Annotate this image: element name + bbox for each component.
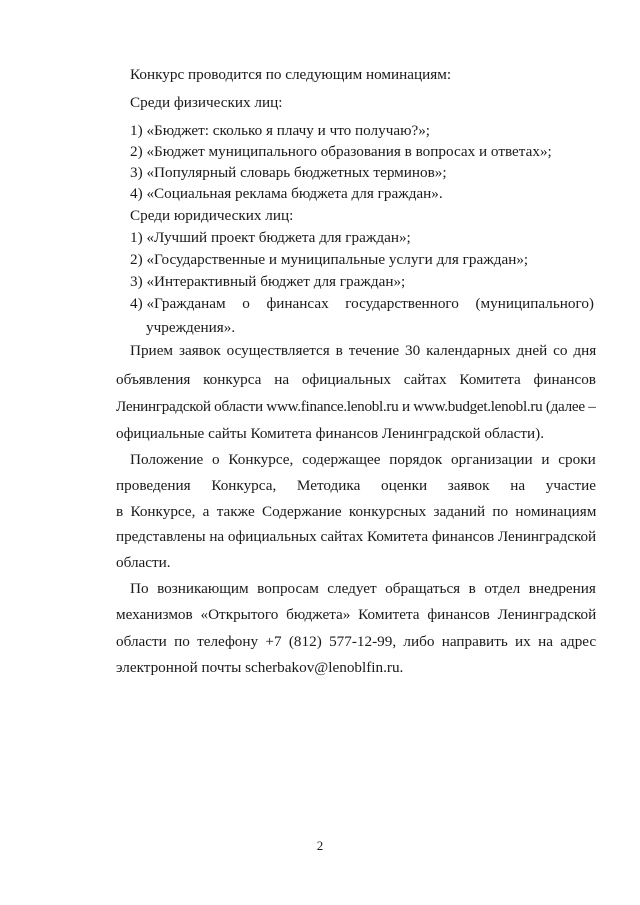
paragraph1-line1: Прием заявок осуществляется в течение 30 календарных дней со дня [130,342,597,359]
legal-item-1: 1) «Лучший проект бюджета для граждан»; [130,229,411,246]
paragraph1-word: Комитета [459,371,521,388]
paragraph3-line1: По возникающим вопросам следует обращаться в отдел внедрения [130,580,596,597]
page-number: 2 [316,838,324,853]
legal-item-4-word: 4) «Гражданам [130,295,226,312]
legal-item-4-word: государственного [345,295,459,312]
paragraph2-word: заявок [447,477,490,494]
paragraph2-word: проведения [116,477,191,494]
legal-item-4-word: финансах [266,295,329,312]
paragraph3-line3: области по телефону +7 (812) 577-12-99, либо направить их на адрес [116,633,597,650]
legal-heading: Среди юридических лиц: [130,207,294,224]
paragraph1-line2 [116,371,596,389]
individuals-item-3: 3) «Популярный словарь бюджетных терминов»; [130,164,447,181]
paragraph1-word: объявления [116,371,191,388]
paragraph2-line5: области. [116,554,171,571]
paragraph2-word: на [510,477,526,494]
paragraph2-line2 [116,477,596,495]
paragraph2-line4: представлены на официальных сайтах Комитета финансов Ленинградской [116,528,597,545]
paragraph2-line3: в Конкурсе, а также Содержание конкурсных заданий по номинациям [116,503,597,520]
paragraph2-word: оценки [380,477,428,494]
intro-text: Конкурс проводится по следующим номинациям: [130,66,452,83]
individuals-heading: Среди физических лиц: [130,94,283,111]
paragraph2-line1: Положение о Конкурсе, содержащее порядок организации и сроки [130,451,596,468]
legal-item-4-word: (муниципального) [475,295,594,312]
paragraph3-line2: механизмов «Открытого бюджета» Комитета финансов Ленинградской [116,606,597,623]
paragraph1-line4: официальные сайты Комитета финансов Ленинградской области). [116,425,545,442]
paragraph1-line3: Ленинградской области www.finance.lenobl.ru и www.budget.lenobl.ru (далее – [116,398,596,415]
paragraph2-word: Конкурса, [211,477,277,494]
paragraph1-word: сайтах [403,371,447,388]
paragraph2-word: Методика [296,477,361,494]
paragraph1-word: на [274,371,290,388]
paragraph2-word: участие [545,477,596,494]
individuals-item-1: 1) «Бюджет: сколько я плачу и что получаю?»; [130,122,431,139]
legal-item-4-word: о [242,295,250,312]
paragraph3-line4: электронной почты scherbakov@lenoblfin.ru. [116,659,404,676]
legal-item-2: 2) «Государственные и муниципальные услуги для граждан»; [130,251,529,268]
legal-item-3: 3) «Интерактивный бюджет для граждан»; [130,273,406,290]
individuals-item-4: 4) «Социальная реклама бюджета для граждан». [130,185,443,202]
legal-item-4-continuation: учреждения». [146,319,236,336]
paragraph1-word: конкурса [203,371,262,388]
paragraph1-word: официальных [301,371,391,388]
paragraph1-word: финансов [533,371,596,388]
legal-item-4 [130,295,594,313]
individuals-item-2: 2) «Бюджет муниципального образования в вопросах и ответах»; [130,143,552,160]
